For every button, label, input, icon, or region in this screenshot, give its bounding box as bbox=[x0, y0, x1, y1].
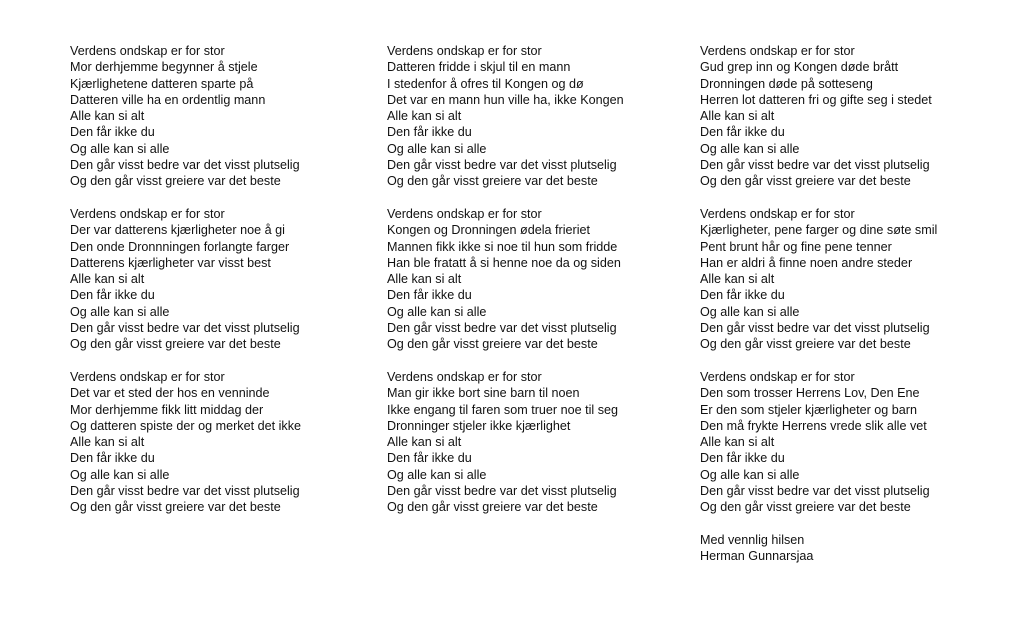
verse bbox=[700, 369, 937, 516]
verse-line: Kongen og Dronningen ødela frieriet bbox=[387, 223, 591, 238]
verse-line: Og alle kan si alle bbox=[700, 304, 800, 319]
verse-line: Verdens ondskap er for stor bbox=[70, 206, 225, 221]
verse-line: Og alle kan si alle bbox=[387, 141, 487, 156]
verse-line: Ikke engang til faren som truer noe til seg bbox=[387, 402, 619, 417]
verse-line: Kjærligheter, pene farger og dine søte smil bbox=[700, 223, 938, 238]
verse-line: I stedenfor å ofres til Kongen og dø bbox=[387, 76, 584, 91]
verse-line: Og alle kan si alle bbox=[387, 304, 487, 319]
verse-line: Og alle kan si alle bbox=[387, 467, 487, 482]
verse-line: Man gir ikke bort sine barn til noen bbox=[387, 386, 580, 401]
verse-line: Og den går visst greiere var det beste bbox=[387, 337, 598, 352]
verse-line: Og alle kan si alle bbox=[700, 467, 800, 482]
verse-line: Og den går visst greiere var det beste bbox=[700, 500, 911, 515]
column-1 bbox=[70, 43, 301, 532]
verse-line: Og den går visst greiere var det beste bbox=[387, 500, 598, 515]
verse-line: Alle kan si alt bbox=[70, 272, 145, 287]
column-3 bbox=[700, 43, 937, 565]
verse-line: Det var en mann hun ville ha, ikke Kongen bbox=[387, 92, 624, 107]
verse-line: Datteren ville ha en ordentlig mann bbox=[70, 92, 266, 107]
verse-line: Den får ikke du bbox=[70, 451, 155, 466]
verse-line: Den får ikke du bbox=[387, 125, 472, 140]
verse-line: Den får ikke du bbox=[700, 125, 785, 140]
verse-line: Alle kan si alt bbox=[70, 109, 145, 124]
verse-line: Den som trosser Herrens Lov, Den Ene bbox=[700, 386, 920, 401]
verse-line: Verdens ondskap er for stor bbox=[387, 369, 542, 384]
verse bbox=[387, 206, 624, 353]
signature bbox=[700, 532, 937, 565]
verse-line: Og den går visst greiere var det beste bbox=[387, 174, 598, 189]
verse-line: Det var et sted der hos en venninde bbox=[70, 386, 270, 401]
verse-line: Den onde Dronnningen forlangte farger bbox=[70, 239, 290, 254]
verse-line: Datteren fridde i skjul til en mann bbox=[387, 60, 571, 75]
verse-line: Og alle kan si alle bbox=[70, 141, 170, 156]
verse-line: Og alle kan si alle bbox=[70, 467, 170, 482]
verse bbox=[70, 206, 301, 353]
verse-line: Han ble fratatt å si henne noe da og siden bbox=[387, 255, 621, 270]
verse-line: Verdens ondskap er for stor bbox=[700, 44, 855, 58]
column-3-verses bbox=[700, 43, 937, 516]
verse-line: Den går visst bedre var det visst plutselig bbox=[700, 484, 930, 499]
verse-line: Den får ikke du bbox=[70, 288, 155, 303]
verse-line: Pent brunt hår og fine pene tenner bbox=[700, 239, 892, 254]
verse-line: Mor derhjemme begynner å stjele bbox=[70, 60, 258, 75]
verse-line: Mannen fikk ikke si noe til hun som fridde bbox=[387, 239, 618, 254]
signature-greeting: Med vennlig hilsen bbox=[700, 532, 805, 547]
signature-name: Herman Gunnarsjaa bbox=[700, 549, 814, 564]
verse-line: Den går visst bedre var det visst plutselig bbox=[387, 484, 617, 499]
verse-line: Herren lot datteren fri og gifte seg i stedet bbox=[700, 92, 932, 107]
verse-line: Den går visst bedre var det visst plutselig bbox=[700, 158, 930, 173]
verse-line: Verdens ondskap er for stor bbox=[70, 369, 225, 384]
verse bbox=[70, 369, 301, 516]
verse-line: Og den går visst greiere var det beste bbox=[70, 337, 281, 352]
verse-line: Alle kan si alt bbox=[387, 435, 462, 450]
verse-line: Den får ikke du bbox=[387, 451, 472, 466]
verse-line: Er den som stjeler kjærligheter og barn bbox=[700, 402, 917, 417]
verse bbox=[700, 43, 937, 190]
verse-line: Og den går visst greiere var det beste bbox=[700, 174, 911, 189]
verse-line: Den går visst bedre var det visst plutselig bbox=[70, 484, 300, 499]
verse-line: Dronninger stjeler ikke kjærlighet bbox=[387, 418, 571, 433]
verse bbox=[387, 369, 624, 516]
verse bbox=[387, 43, 624, 190]
verse-line: Den går visst bedre var det visst plutselig bbox=[387, 321, 617, 336]
verse-line: Verdens ondskap er for stor bbox=[387, 44, 542, 58]
verse-line: Gud grep inn og Kongen døde brått bbox=[700, 60, 899, 75]
verse-line: Alle kan si alt bbox=[387, 272, 462, 287]
verse-line: Mor derhjemme fikk litt middag der bbox=[70, 402, 264, 417]
verse-line: Alle kan si alt bbox=[700, 272, 775, 287]
verse-line: Han er aldri å finne noen andre steder bbox=[700, 255, 913, 270]
verse-line: Den går visst bedre var det visst plutselig bbox=[70, 321, 300, 336]
verse-line: Og alle kan si alle bbox=[70, 304, 170, 319]
verse-line: Verdens ondskap er for stor bbox=[700, 369, 855, 384]
verse-line: Og alle kan si alle bbox=[700, 141, 800, 156]
verse-line: Den må frykte Herrens vrede slik alle vet bbox=[700, 418, 927, 433]
verse-line: Og den går visst greiere var det beste bbox=[70, 174, 281, 189]
verse bbox=[700, 206, 937, 353]
verse-line: Den får ikke du bbox=[700, 451, 785, 466]
verse-line: Den går visst bedre var det visst plutselig bbox=[387, 158, 617, 173]
verse-line: Den går visst bedre var det visst plutselig bbox=[700, 321, 930, 336]
verse-line: Alle kan si alt bbox=[700, 109, 775, 124]
verse-line: Den går visst bedre var det visst plutselig bbox=[70, 158, 300, 173]
verse-line: Alle kan si alt bbox=[387, 109, 462, 124]
verse-line: Verdens ondskap er for stor bbox=[70, 44, 225, 58]
verse-line: Datterens kjærligheter var visst best bbox=[70, 255, 271, 270]
verse-line: Dronningen døde på sotteseng bbox=[700, 76, 873, 91]
verse bbox=[70, 43, 301, 190]
verse-line: Verdens ondskap er for stor bbox=[387, 206, 542, 221]
verse-line: Den får ikke du bbox=[387, 288, 472, 303]
verse-line: Og datteren spiste der og merket det ikke bbox=[70, 418, 302, 433]
verse-line: Verdens ondskap er for stor bbox=[700, 206, 855, 221]
column-2 bbox=[387, 43, 624, 532]
verse-line: Og den går visst greiere var det beste bbox=[70, 500, 281, 515]
verse-line: Alle kan si alt bbox=[70, 435, 145, 450]
verse-line: Alle kan si alt bbox=[700, 435, 775, 450]
verse-line: Kjærlighetene datteren sparte på bbox=[70, 76, 254, 91]
verse-line: Der var datterens kjærligheter noe å gi bbox=[70, 223, 285, 238]
verse-line: Den får ikke du bbox=[700, 288, 785, 303]
verse-line: Den får ikke du bbox=[70, 125, 155, 140]
verse-line: Og den går visst greiere var det beste bbox=[700, 337, 911, 352]
